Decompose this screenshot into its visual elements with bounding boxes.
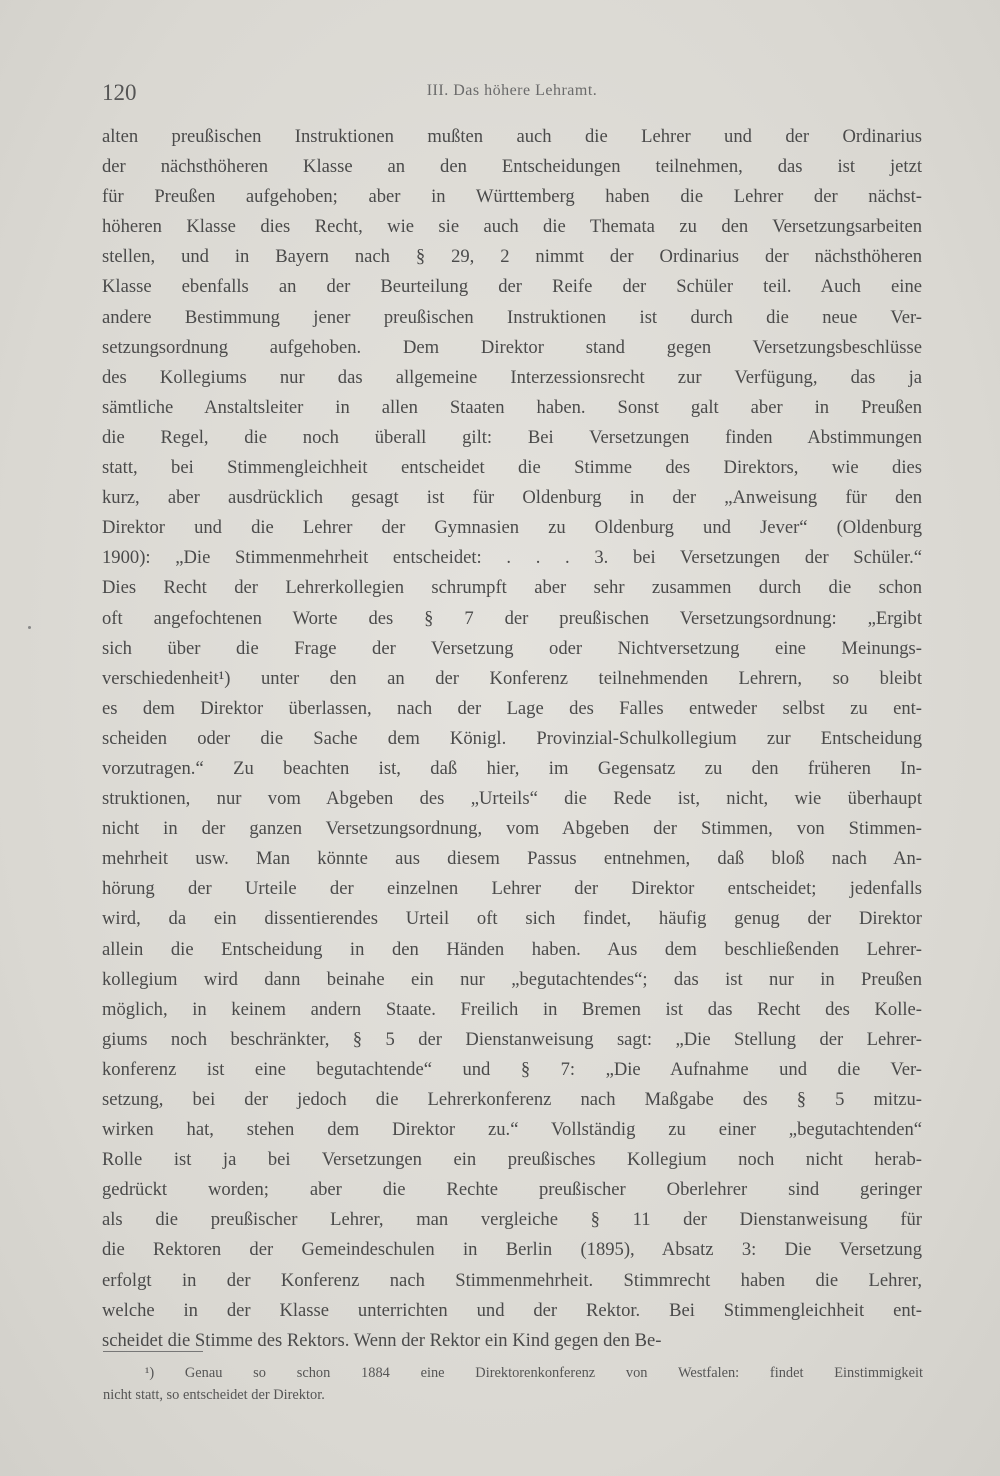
text-line: Klasse ebenfalls an der Beurteilung der Reife der Schüler teil. Auch eine	[102, 276, 922, 298]
text-line: oft angefochtenen Worte des § 7 der preußischen Versetzungsordnung: „Ergibt	[102, 607, 922, 629]
text-line: statt, bei Stimmengleichheit entscheidet die Stimme des Direktors, wie dies	[102, 457, 922, 479]
text-line: stellen, und in Bayern nach § 29, 2 nimmt der Ordinarius der nächsthöheren	[102, 246, 922, 268]
footnotes	[103, 1362, 923, 1406]
text-line: des Kollegiums nur das allgemeine Interzessionsrecht zur Verfügung, das ja	[102, 366, 922, 388]
footnote-line: ¹) Genau so schon 1884 eine Direktorenkonferenz von Westfalen: findet Einstimmigkeit	[145, 1365, 923, 1381]
body-text	[102, 122, 922, 1356]
text-line: mehrheit usw. Man könnte aus diesem Passus entnehmen, daß bloß nach An-	[102, 848, 922, 870]
running-head: III. Das höhere Lehramt.	[426, 82, 598, 99]
text-line: struktionen, nur vom Abgeben des „Urteils“ die Rede ist, nicht, wie überhaupt	[102, 788, 922, 810]
text-line: konferenz ist eine begutachtende“ und § 7: „Die Aufnahme und die Ver-	[102, 1058, 922, 1080]
text-line: als die preußischer Lehrer, man vergleiche § 11 der Dienstanweisung für	[102, 1209, 922, 1231]
margin-speck	[28, 626, 31, 629]
text-line: für Preußen aufgehoben; aber in Württemberg haben die Lehrer der nächst-	[102, 186, 922, 208]
text-line: gedrückt worden; aber die Rechte preußischer Oberlehrer sind geringer	[102, 1179, 922, 1201]
text-line: verschiedenheit¹) unter den an der Konferenz teilnehmenden Lehrern, so bleibt	[102, 667, 922, 689]
text-line: kollegium wird dann beinahe ein nur „begutachtendes“; das ist nur in Preußen	[102, 968, 922, 990]
text-line: giums noch beschränkter, § 5 der Dienstanweisung sagt: „Die Stellung der Lehrer-	[102, 1028, 922, 1050]
text-line: Dies Recht der Lehrerkollegien schrumpft aber sehr zusammen durch die schon	[102, 577, 922, 599]
footnote-line: nicht statt, so entscheidet der Direktor.	[103, 1387, 325, 1403]
text-line: wird, da ein dissentierendes Urteil oft sich findet, häufig genug der Direktor	[102, 908, 922, 930]
text-line: Direktor und die Lehrer der Gymnasien zu Oldenburg und Jever“ (Oldenburg	[102, 517, 922, 539]
text-line: es dem Direktor überlassen, nach der Lage des Falles entweder selbst zu ent-	[102, 697, 922, 719]
text-line: erfolgt in der Konferenz nach Stimmenmehrheit. Stimmrecht haben die Lehrer,	[102, 1269, 922, 1291]
footnote-rule	[103, 1351, 203, 1352]
text-line: sich über die Frage der Versetzung oder Nichtversetzung eine Meinungs-	[102, 637, 922, 659]
text-line: setzungsordnung aufgehoben. Dem Direktor stand gegen Versetzungsbeschlüsse	[102, 336, 922, 358]
text-line: setzung, bei der jedoch die Lehrerkonferenz nach Maßgabe des § 5 mitzu-	[102, 1089, 922, 1110]
text-line: höheren Klasse dies Recht, wie sie auch die Themata zu den Versetzungsarbeiten	[102, 216, 922, 238]
text-line: alten preußischen Instruktionen mußten auch die Lehrer und der Ordinarius	[102, 126, 922, 147]
text-line: hörung der Urteile der einzelnen Lehrer der Direktor entscheidet; jedenfalls	[102, 878, 922, 900]
text-line: kurz, aber ausdrücklich gesagt ist für Oldenburg in der „Anweisung für den	[102, 487, 922, 509]
text-line: sämtliche Anstaltsleiter in allen Staaten haben. Sonst galt aber in Preußen	[102, 396, 922, 418]
page-header	[102, 80, 922, 110]
text-line: welche in der Klasse unterrichten und der Rektor. Bei Stimmengleichheit ent-	[102, 1299, 922, 1321]
text-line: wirken hat, stehen dem Direktor zu.“ Vollständig zu einer „begutachtenden“	[102, 1119, 922, 1141]
text-line: scheidet die Stimme des Rektors. Wenn der Rektor ein Kind gegen den Be-	[102, 1329, 662, 1351]
text-line: vorzutragen.“ Zu beachten ist, daß hier, im Gegensatz zu den früheren In-	[102, 757, 922, 779]
text-line: Rolle ist ja bei Versetzungen ein preußisches Kollegium noch nicht herab-	[102, 1149, 922, 1171]
text-line: der nächsthöheren Klasse an den Entscheidungen teilnehmen, das ist jetzt	[102, 156, 922, 178]
text-line: möglich, in keinem andern Staate. Freilich in Bremen ist das Recht des Kolle-	[102, 998, 922, 1020]
text-line: nicht in der ganzen Versetzungsordnung, vom Abgeben der Stimmen, von Stimmen-	[102, 818, 922, 840]
text-line: andere Bestimmung jener preußischen Instruktionen ist durch die neue Ver-	[102, 306, 922, 328]
text-line: 1900): „Die Stimmenmehrheit entscheidet: . . . 3. bei Versetzungen der Schüler.“	[102, 547, 922, 569]
text-line: die Rektoren der Gemeindeschulen in Berlin (1895), Absatz 3: Die Versetzung	[102, 1239, 922, 1261]
text-line: die Regel, die noch überall gilt: Bei Versetzungen finden Abstimmungen	[102, 426, 922, 448]
page-number: 120	[102, 80, 137, 105]
text-line: allein die Entscheidung in den Händen haben. Aus dem beschließenden Lehrer-	[102, 938, 922, 960]
text-line: scheiden oder die Sache dem Königl. Provinzial-Schulkollegium zur Entscheidung	[102, 727, 922, 749]
